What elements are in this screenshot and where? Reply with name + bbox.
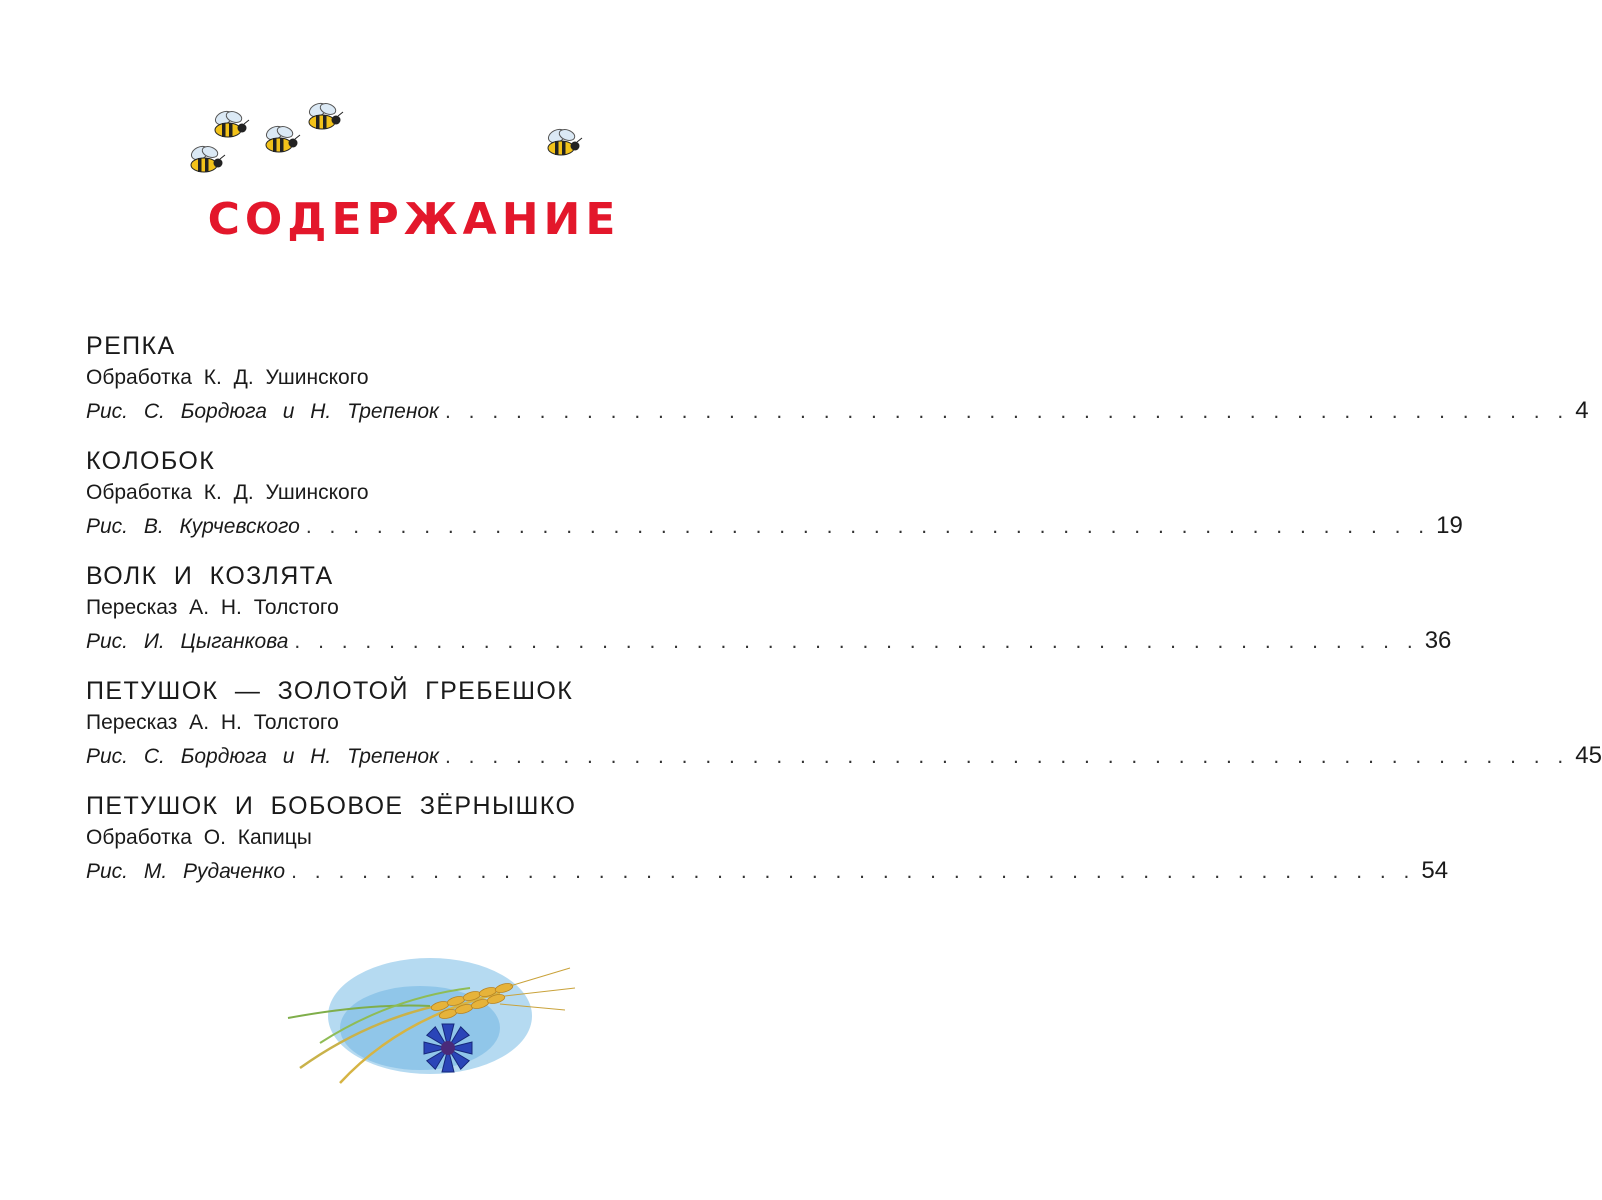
page-number: 45: [1575, 742, 1602, 769]
leader-dots: . . . . . . . . . . . . . . . . . . . . . . . . . . . . . . . . . . . . . . . . . . . . . . . .: [444, 400, 1570, 423]
bee-icon: [213, 109, 249, 137]
story-illustrator: Рис. М. Рудаченко: [86, 860, 286, 883]
bee-icon: [189, 144, 225, 172]
story-title: ПЕТУШОК И БОБОВОЕ ЗЁРНЫШКО: [86, 792, 577, 820]
leader-dots: . . . . . . . . . . . . . . . . . . . . . . . . . . . . . . . . . . . . . . . . . . . . . . . .: [291, 860, 1416, 883]
story-title: РЕПКА: [86, 332, 176, 360]
story-adaptation: Обработка К. Д. Ушинского: [86, 366, 369, 389]
bee-icon: [307, 101, 343, 129]
story-illustrator: Рис. С. Бордюга и Н. Трепенок: [86, 400, 439, 423]
story-title: ПЕТУШОК — ЗОЛОТОЙ ГРЕБЕШОК: [86, 677, 574, 705]
story-illustrator-line: [86, 739, 1602, 774]
story-title: КОЛОБОК: [86, 447, 216, 475]
toc-entry-2: [86, 445, 1463, 544]
wheat-cornflower-illustration: [280, 948, 580, 1098]
bees-illustration: [0, 0, 828, 200]
story-illustrator-line: [86, 624, 1452, 659]
leader-dots: . . . . . . . . . . . . . . . . . . . . . . . . . . . . . . . . . . . . . . . . . . . . . . . .: [444, 745, 1570, 768]
page-number: 4: [1575, 397, 1589, 424]
story-title: ВОЛК И КОЗЛЯТА: [86, 562, 334, 590]
page-number: 54: [1421, 857, 1449, 884]
toc-entry-1: [86, 330, 1589, 429]
toc-entry-5: [86, 790, 1449, 889]
bee-icon: [264, 124, 300, 152]
leader-dots: . . . . . . . . . . . . . . . . . . . . . . . . . . . . . . . . . . . . . . . . . . . . . . . .: [305, 515, 1431, 538]
story-illustrator: Рис. В. Курчевского: [86, 515, 300, 538]
table-of-contents: [86, 330, 1602, 905]
story-adaptation: Пересказ А. Н. Толстого: [86, 711, 339, 734]
story-illustrator-line: [86, 509, 1463, 544]
story-illustrator: Рис. С. Бордюга и Н. Трепенок: [86, 745, 439, 768]
story-illustrator-line: [86, 394, 1589, 429]
bee-icon: [546, 127, 582, 155]
page-number: 36: [1424, 627, 1452, 654]
toc-entry-3: [86, 560, 1452, 659]
leader-dots: . . . . . . . . . . . . . . . . . . . . . . . . . . . . . . . . . . . . . . . . . . . . . . . .: [294, 630, 1419, 653]
page-title: СОДЕРЖАНИЕ: [207, 194, 621, 245]
toc-entry-4: [86, 675, 1602, 774]
story-adaptation: Обработка О. Капицы: [86, 826, 312, 849]
story-illustrator-line: [86, 854, 1449, 889]
page-number: 19: [1436, 512, 1463, 539]
story-adaptation: Пересказ А. Н. Толстого: [86, 596, 339, 619]
story-illustrator: Рис. И. Цыганкова: [86, 630, 289, 653]
story-adaptation: Обработка К. Д. Ушинского: [86, 481, 369, 504]
